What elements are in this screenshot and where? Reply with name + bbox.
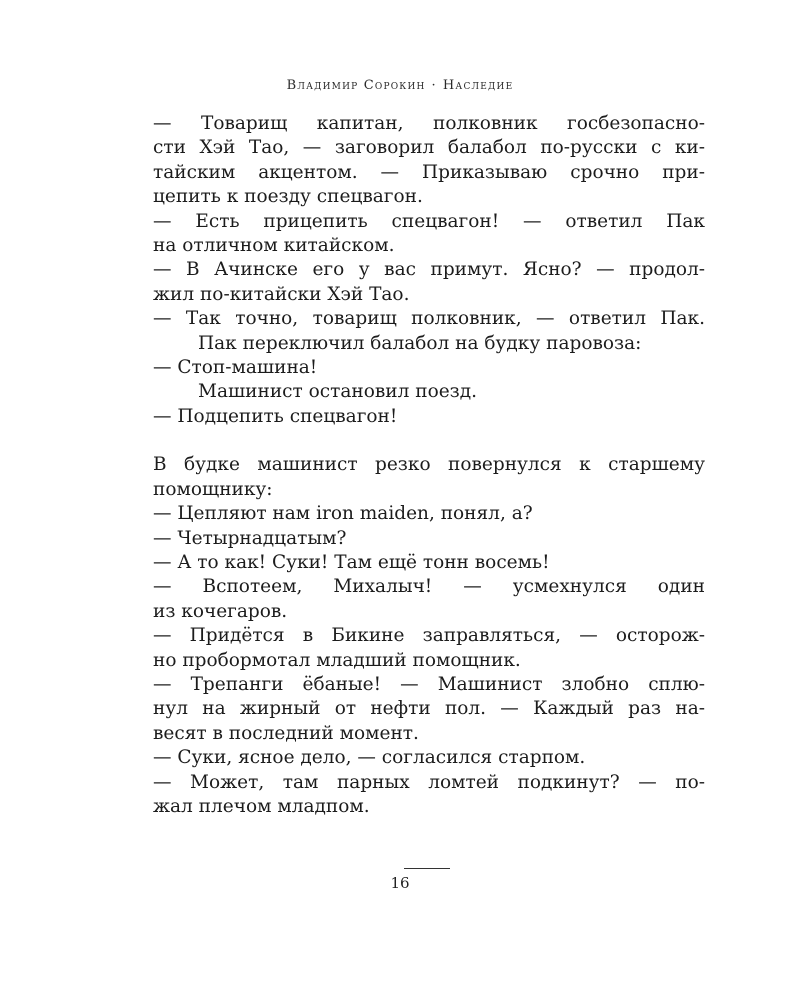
text-line: из кочегаров. [153, 600, 288, 622]
header-separator: · [431, 78, 437, 93]
text-line: весят в последний момент. [153, 722, 419, 744]
text-line: — А то как! Суки! Там ещё тонн восемь! [153, 552, 550, 574]
text-line: помощнику: [153, 478, 273, 500]
page-body [153, 112, 705, 819]
text-line: — Вспотеем, Михалыч! — усмехнулся один [153, 576, 705, 598]
text-line: — Товарищ капитан, полковник госбезопасно- [153, 113, 705, 134]
text-line: — Придётся в Бикине заправляться, — осторож- [153, 625, 705, 647]
text-line: цепить к поезду спецвагон. [153, 186, 423, 208]
text-line: Пак переключил балабол на будку паровоза: [198, 332, 642, 354]
text-line: нул на жирный от нефти пол. — Каждый раз на- [153, 698, 705, 720]
text-line: жил по-китайски Хэй Тао. [153, 283, 410, 305]
text-line: — Может, там парных ломтей подкинут? — по- [153, 771, 705, 793]
text-line: — Суки, ясное дело, — согласился старпом. [153, 747, 586, 769]
running-head [0, 78, 800, 93]
paragraph-gap [153, 429, 705, 453]
text-line: на отличном китайском. [153, 234, 395, 256]
author-name: Владимир Сорокин [286, 78, 426, 93]
book-title: Наследие [442, 78, 514, 93]
text-line: В будке машинист резко повернулся к старшему [153, 454, 705, 476]
text-line: — Четырнадцатым? [153, 527, 347, 549]
text-line: тайским акцентом. — Приказываю срочно при- [153, 161, 705, 183]
text-line: — Есть прицепить спецвагон! — ответил Пак [153, 210, 705, 232]
text-line: — Стоп-машина! [153, 356, 318, 378]
text-line: жал плечом младпом. [153, 795, 370, 817]
text-line: но пробормотал младший помощник. [153, 649, 521, 671]
text-line: — Трепанги ёбаные! — Машинист злобно сплю- [153, 673, 705, 695]
footer-rule [404, 868, 450, 869]
text-line: Машинист остановил поезд. [198, 381, 478, 403]
page-number: 16 [390, 874, 410, 892]
text-line: — В Ачинске его у вас примут. Ясно? — продол- [153, 259, 705, 281]
text-line: — Подцепить спецвагон! [153, 405, 398, 427]
text-line: — Цепляют нам iron maiden, понял, а? [153, 503, 533, 525]
text-line: сти Хэй Тао, — заговорил балабол по-русски с ки- [153, 137, 705, 159]
text-line: — Так точно, товарищ полковник, — ответил Пак. [153, 308, 705, 330]
